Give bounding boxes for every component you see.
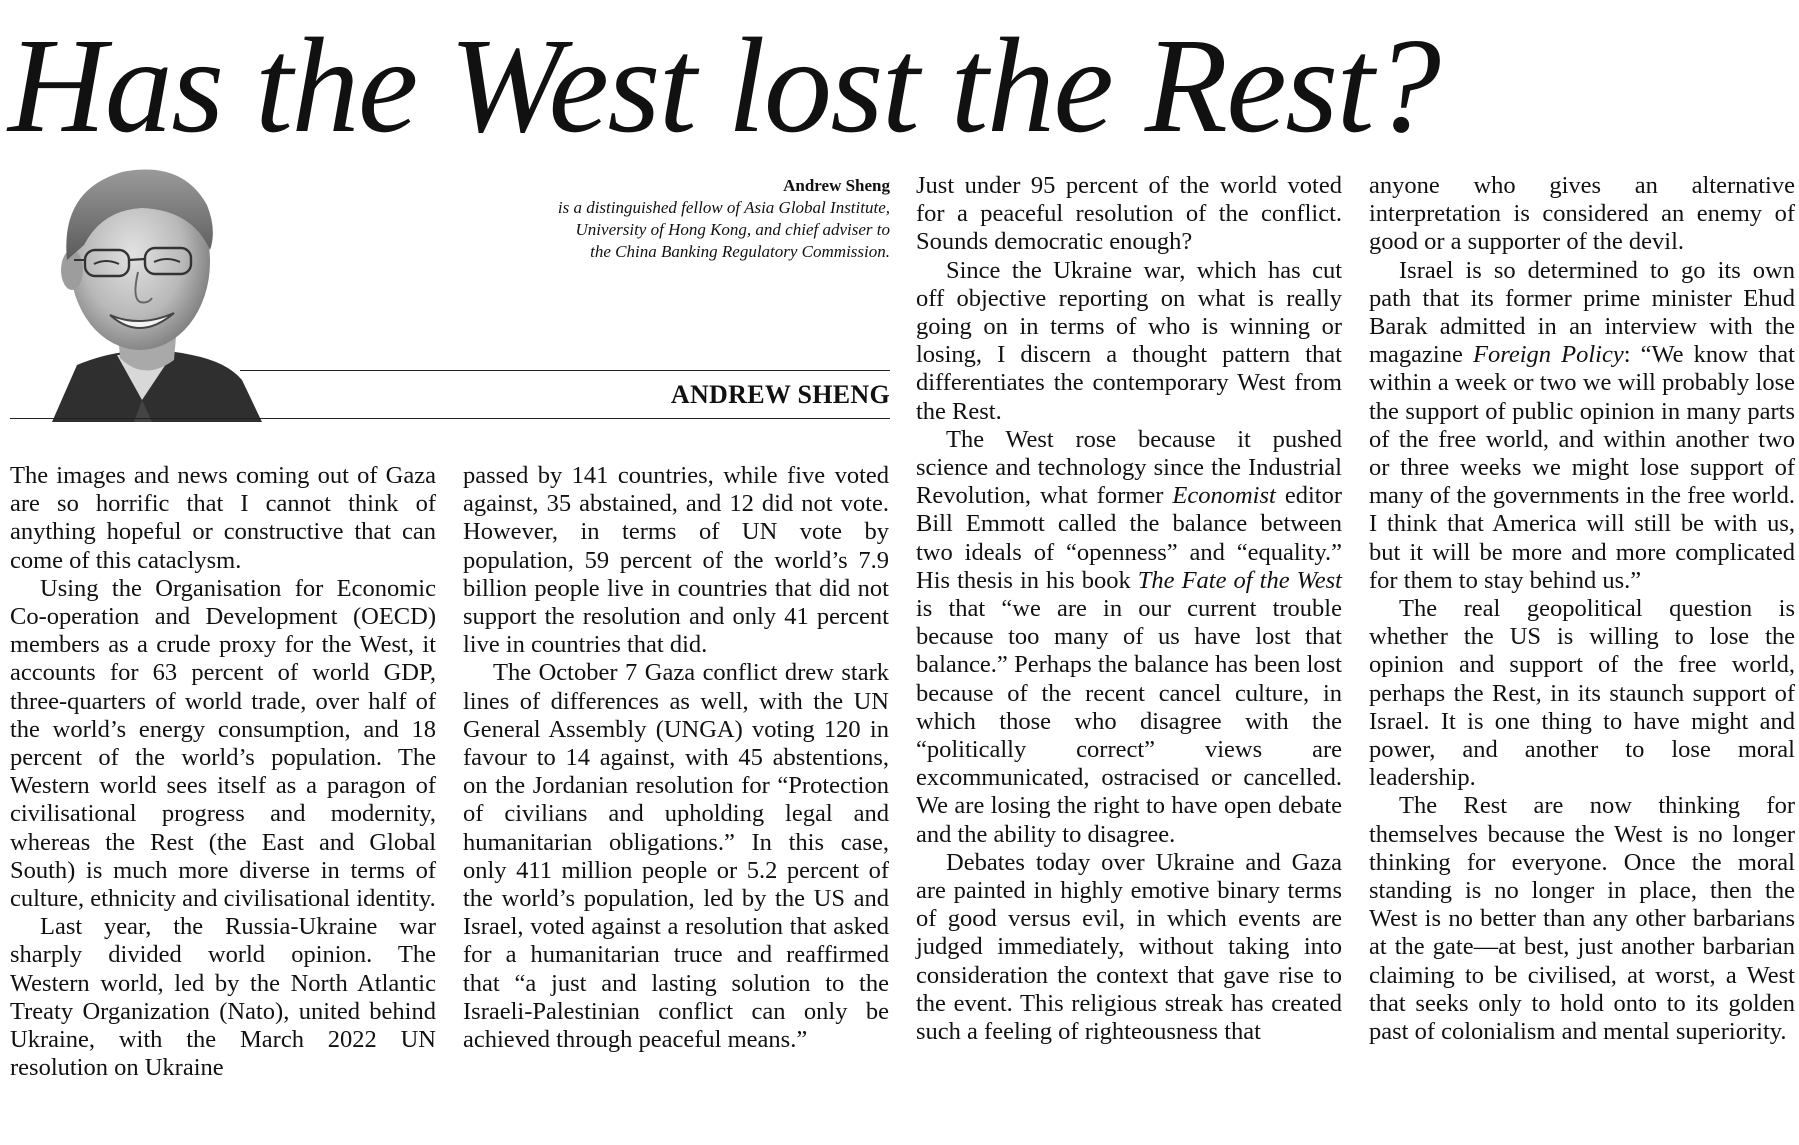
headline: Has the West lost the Rest?: [8, 11, 1440, 161]
publication-title: Economist: [1172, 482, 1276, 510]
paragraph: [916, 426, 1342, 849]
author-bio-line: the China Banking Regulatory Commission.: [590, 242, 890, 261]
article-column-1: [10, 462, 436, 1082]
author-bio-line: University of Hong Kong, and chief adviser to: [575, 220, 890, 239]
author-bio-line: is a distinguished fellow of Asia Global Institute,: [557, 198, 890, 217]
paragraph: The real geopolitical question is whether the US is willing to lose the opinion and support of the free world, perhaps the Rest, in its staunch support of Israel. It is one thing to have might and power, and another to lose moral leadership.: [1369, 595, 1795, 792]
text-run: Israel is so determined to go its own path that its former prime minister Ehud Barak admitted in an interview with the magazine: [1369, 256, 1795, 369]
text-run: editor Bill Emmott called the balance between two ideals of “openness” and “equality.” His thesis in his book: [916, 482, 1342, 594]
article-column-3: [916, 172, 1342, 1046]
paragraph: Since the Ukraine war, which has cut off objective reporting on what is really going on in terms of who is winning or losing, I discern a thought pattern that differentiates the contemporary West from the Rest.: [916, 256, 1342, 425]
book-title: The Fate of the West: [1137, 566, 1342, 594]
paragraph: anyone who gives an alternative interpretation is considered an enemy of good or a supporter of the devil.: [1369, 172, 1795, 256]
paragraph: The Rest are now thinking for themselves because the West is no longer thinking for everyone. Once the moral standing is no longer in place, then the West is no better than any other barbarians at the gate—at best, just another barbarian claiming to be civilised, at worst, a West that seeks only to hold onto to its golden past of colonialism and mental superiority.: [1369, 792, 1795, 1046]
paragraph: passed by 141 countries, while five voted against, 35 abstained, and 12 did not vote. However, in terms of UN vote by population, 59 percent of the world’s 7.9 billion people live in countries that did not support the resolution and only 41 percent live in countries that did.: [463, 462, 889, 659]
divider-rule: [240, 370, 890, 371]
paragraph: Using the Organisation for Economic Co-operation and Development (OECD) members as a crude proxy for the West, it accounts for 63 percent of world GDP, three-quarters of world trade, over half of the world’s energy consumption, and 18 percent of the world’s population. The Western world sees itself as a paragon of civilisational progress and modernity, whereas the Rest (the East and Global South) is much more diverse in terms of culture, ethnicity and civilisational identity.: [10, 574, 436, 913]
paragraph: The October 7 Gaza conflict drew stark lines of differences as well, with the UN General Assembly (UNGA) voting 120 in favour to 14 against, with 45 abstentions, on the Jordanian resolution for “Protection of civilians and upholding legal and humanitarian obligations.” In this case, only 411 million people or 5.2 percent of the world’s population, led by the US and Israel, voted against a resolution that asked for a humanitarian truce and reaffirmed that “a just and lasting solution to the Israeli-Palestinian conflict can only be achieved through peaceful means.”: [463, 659, 889, 1054]
author-byline-caps: ANDREW SHENG: [670, 380, 890, 409]
text-run: is that “we are in our current trouble because too many of us have lost that balance.” Perhaps the balance has been lost because of the recent cancel culture, in which those who disagree with the “politically correct” views are excommunicated, ostracised or cancelled. We are losing the right to have open debate and the ability to disagree.: [916, 595, 1342, 848]
author-portrait: [22, 150, 262, 422]
author-byline: [420, 175, 890, 263]
paragraph: Last year, the Russia-Ukraine war sharply divided world opinion. The Western world, led by the North Atlantic Treaty Organization (Nato), united behind Ukraine, with the March 2022 UN resolution on Ukraine: [10, 913, 436, 1082]
paragraph: [1369, 257, 1795, 595]
paragraph: Just under 95 percent of the world voted for a peaceful resolution of the conflict. Sounds democratic enough?: [916, 172, 1342, 256]
publication-title: Foreign Policy: [1472, 341, 1624, 369]
text-run: : “We know that within a week or two we will probably lose the support of public opinion in many parts of the free world, and within another two or three weeks we might lose support of many of the governments in the free world. I think that America will still be with us, but it will be more and more complicated for them to stay behind us.”: [1369, 341, 1795, 594]
article-column-2: [463, 462, 889, 1054]
paragraph: Debates today over Ukraine and Gaza are painted in highly emotive binary terms of good versus evil, in which events are judged immediately, without taking into consideration the context that gave rise to the event. This religious streak has created such a feeling of righteousness that: [916, 848, 1342, 1046]
text-run: The West rose because it pushed science and technology since the Industrial Revolution, what former: [916, 425, 1342, 510]
article-column-4: [1369, 172, 1795, 1046]
author-name: Andrew Sheng: [783, 176, 890, 195]
divider-rule: [10, 418, 890, 419]
paragraph: The images and news coming out of Gaza are so horrific that I cannot think of anything hopeful or constructive that can come of this cataclysm.: [10, 462, 436, 574]
